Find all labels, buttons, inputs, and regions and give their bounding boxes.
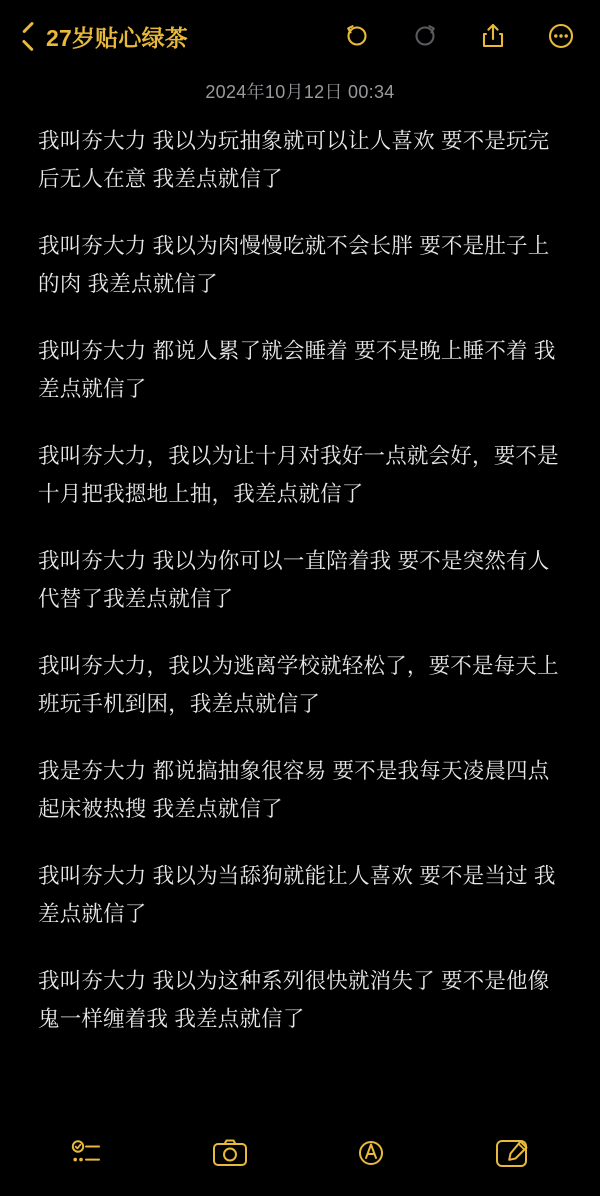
note-paragraph: 我叫夯大力 我以为当舔狗就能让人喜欢 要不是当过 我差点就信了 bbox=[38, 864, 556, 926]
note-body[interactable] bbox=[0, 110, 600, 1110]
more-icon[interactable] bbox=[544, 19, 578, 53]
share-icon[interactable] bbox=[476, 19, 510, 53]
top-toolbar bbox=[0, 0, 600, 72]
top-actions bbox=[340, 19, 578, 53]
checklist-icon[interactable] bbox=[59, 1126, 119, 1180]
back-button[interactable] bbox=[16, 20, 188, 53]
note-paragraph: 我是夯大力 都说搞抽象很容易 要不是我每天凌晨四点起床被热搜 我差点就信了 bbox=[38, 759, 550, 821]
note-paragraph: 我叫夯大力 都说人累了就会睡着 要不是晚上睡不着 我差点就信了 bbox=[38, 339, 556, 401]
note-paragraph: 我叫夯大力 我以为肉慢慢吃就不会长胖 要不是肚子上的肉 我差点就信了 bbox=[38, 234, 550, 296]
markup-icon[interactable] bbox=[341, 1126, 401, 1180]
page-title: 27岁贴心绿茶 bbox=[46, 24, 188, 51]
camera-icon[interactable] bbox=[200, 1126, 260, 1180]
note-paragraph: 我叫夯大力，我以为让十月对我好一点就会好，要不是十月把我摁地上抽，我差点就信了 bbox=[38, 444, 559, 506]
chevron-left-icon[interactable] bbox=[16, 23, 38, 49]
note-paragraph: 我叫夯大力，我以为逃离学校就轻松了，要不是每天上班玩手机到困，我差点就信了 bbox=[38, 654, 559, 716]
note-timestamp-row bbox=[0, 72, 600, 110]
undo-icon[interactable] bbox=[340, 19, 374, 53]
bottom-toolbar bbox=[0, 1110, 600, 1196]
compose-icon[interactable] bbox=[482, 1126, 542, 1180]
note-paragraph: 我叫夯大力 我以为这种系列很快就消失了 要不是他像鬼一样缠着我 我差点就信了 bbox=[38, 969, 550, 1031]
redo-icon[interactable] bbox=[408, 19, 442, 53]
note-paragraph: 我叫夯大力 我以为玩抽象就可以让人喜欢 要不是玩完后无人在意 我差点就信了 bbox=[38, 129, 550, 191]
note-paragraph: 我叫夯大力 我以为你可以一直陪着我 要不是突然有人代替了我差点就信了 bbox=[38, 549, 550, 611]
note-timestamp: 2024年10月12日 00:34 bbox=[205, 82, 395, 102]
